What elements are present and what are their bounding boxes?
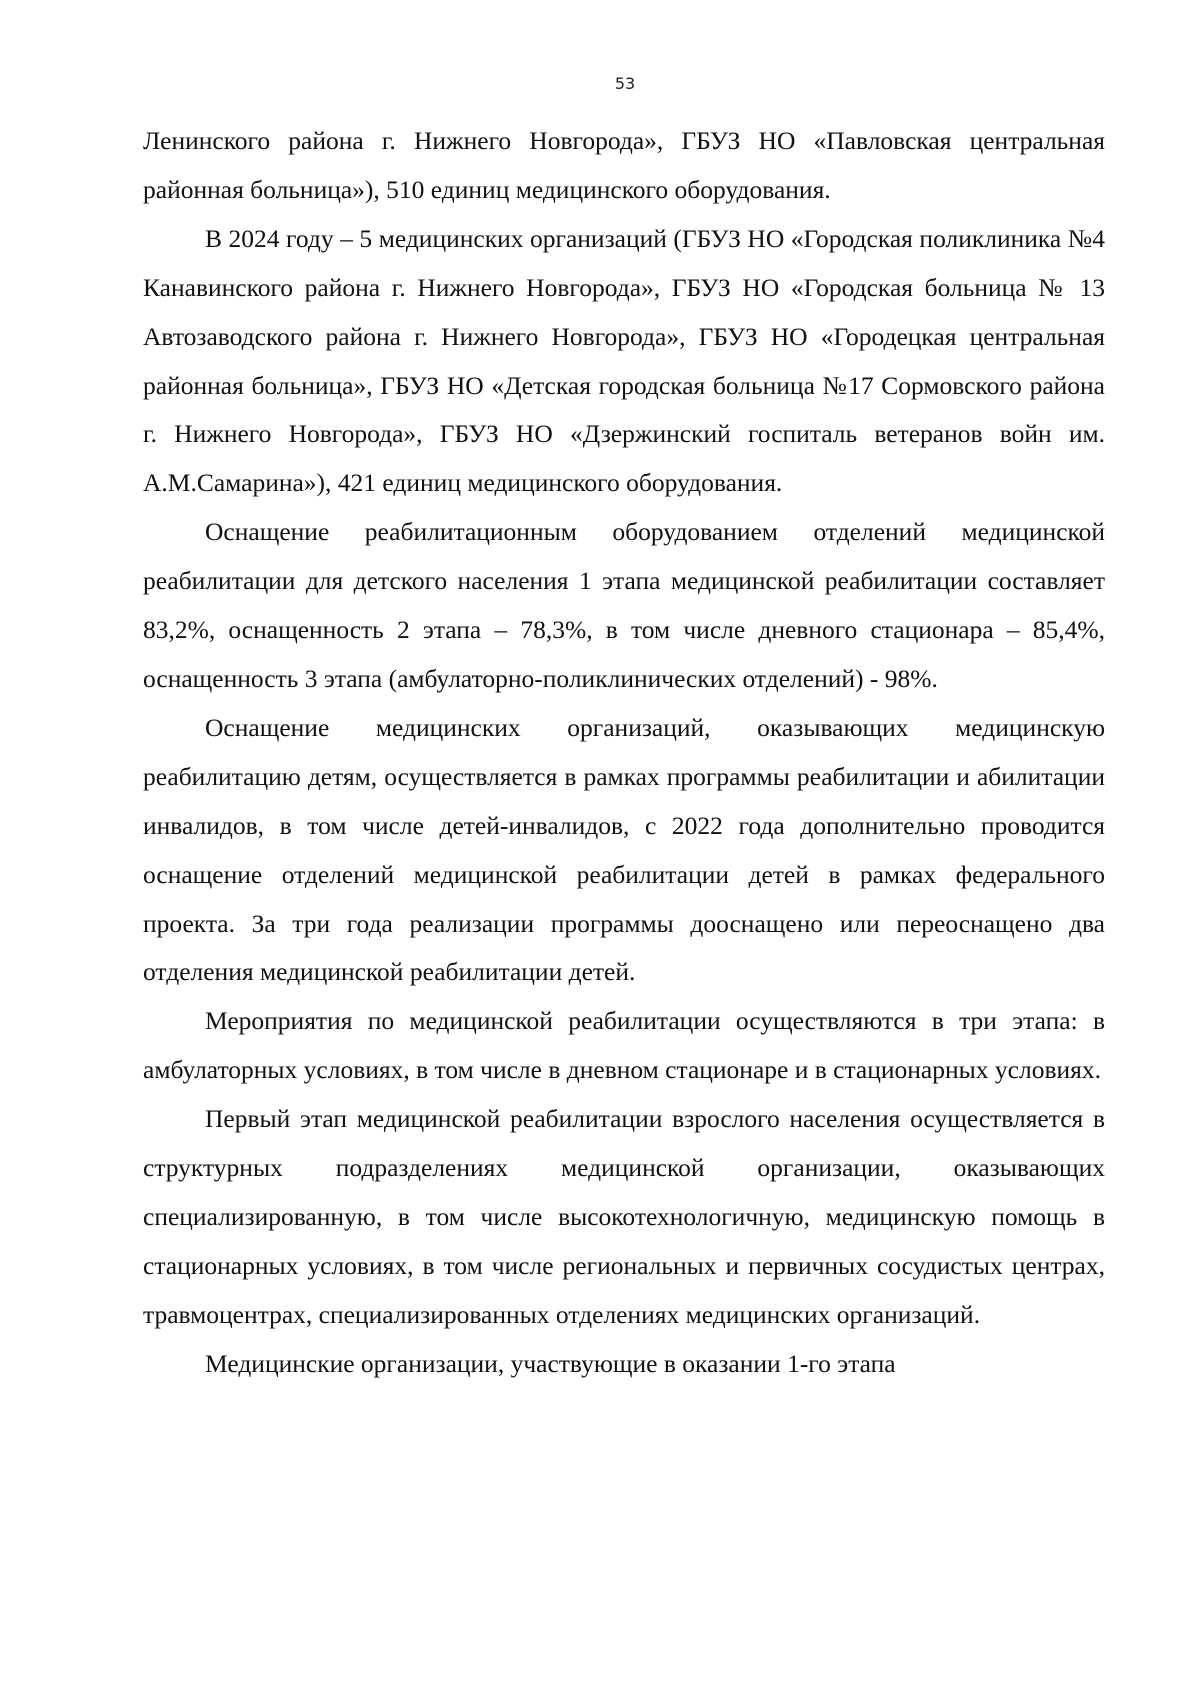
paragraph-continuation: Ленинского района г. Нижнего Новгорода», ГБУЗ НО «Павловская центральная районная больница»), 510 единиц медицинского оборудования.: [143, 126, 1105, 204]
paragraph-children-equipment-rate: Оснащение реабилитационным оборудованием отделений медицинской реабилитации для детского населения 1 этапа медицинской реабилитации составляет 83,2%, оснащенность 2 этапа – 78,3%, в том числе дневного стационара – 85,4%, оснащенность 3 этапа (амбулаторно-поликлинических отделений) - 98%.: [143, 517, 1105, 693]
page-number: 53: [614, 74, 636, 93]
paragraph-children-rehab-program: Оснащение медицинских организаций, оказывающих медицинскую реабилитацию детям, осуществляется в рамках программы реабилитации и абилитации инвалидов, в том числе детей-инвалидов, с 2022 года дополнительно проводится оснащение отделений медицинской реабилитации детей в рамках федерального проекта. За три года реализации программы дооснащено или переоснащено два отделения медицинской реабилитации детей.: [143, 712, 1105, 987]
paragraph-2024-organizations: В 2024 году – 5 медицинских организаций (ГБУЗ НО «Городская поликлиника №4 Канавинского района г. Нижнего Новгорода», ГБУЗ НО «Городская больница № 13 Автозаводского района г. Нижнего Новгорода», ГБУЗ НО «Городецкая центральная районная больница», ГБУЗ НО «Детская городская больница №17 Сормовского района г. Нижнего Новгорода», ГБУЗ НО «Дзержинский госпиталь ветеранов войн им. А.М.Самарина»), 421 единиц медицинского оборудования.: [143, 223, 1105, 498]
paragraph-first-stage-organizations: Медицинские организации, участвующие в оказании 1-го этапа: [205, 1348, 896, 1378]
document-body: [143, 117, 1105, 1389]
paragraph-three-stages: Мероприятия по медицинской реабилитации осуществляются в три этапа: в амбулаторных условиях, в том числе в дневном стационаре и в стационарных условиях.: [143, 1006, 1105, 1085]
paragraph-first-stage-adults: Первый этап медицинской реабилитации взрослого населения осуществляется в структурных подразделениях медицинской организации, оказывающих специализированную, в том числе высокотехнологичную, медицинскую помощь в стационарных условиях, в том числе региональных и первичных сосудистых центрах, травмоцентрах, специализированных отделениях медицинских организаций.: [143, 1104, 1105, 1329]
